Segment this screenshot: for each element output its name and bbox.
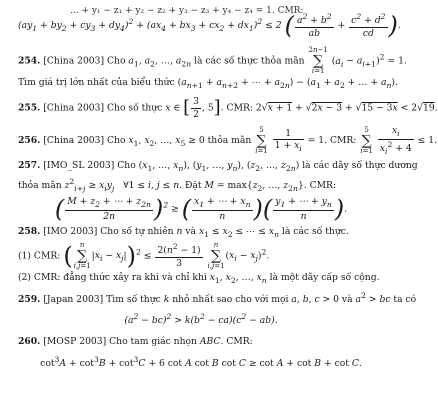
problem-257-line2: thỏa mãn $z^2_{i+j} \ge x_iy_j$ ∀1 ≤ i, j ≤ n. Đặt $M = \max\{z_2$, …, $z_{2n}$}. CMR: xyxy=(18,176,337,193)
problem-number: 258. xyxy=(18,226,41,238)
top-equation: $(ay_1 + by_2 + cy_3 + dy_4)^2 + (ax_4 + bx_3 + cx_2 + dx_1)^2 \le 2$ ( $\frac{a^2 + b^2}{ab}$ + $\frac{c^2 + d^2}{cd}$ ). xyxy=(18,11,401,40)
problem-number: 260. xyxy=(18,336,41,348)
problem-255: 255. [China 2003] Cho số thực x ∈ [ $\frac{3}{2}$ , 5]. CMR: 2√x + 1 + √2x − 3 + √15 − 3x < 2√19. xyxy=(18,96,438,120)
problem-259-equation: $(a^2 - bc)^2 > k(b^2 - ca)(c^2 - ab)$. xyxy=(124,311,278,326)
problem-258-part2: (2) CMR: đẳng thức xảy ra khi và chỉ khi $x_1$, $x_2$, …, $x_n$ là một dãy cấp số cộng. xyxy=(18,271,380,285)
problem-254: 254. [China 2003] Cho $a_1$, $a_2$, …, $a_{2n}$ là các số thực thỏa mãn 2n−1 ∑ i=1 $(a_i - a_{i+1})^2 = 1$. xyxy=(18,46,407,76)
problem-number: 257. xyxy=(18,160,41,172)
problem-260: 260. [MOSP 2003] Cho tam giác nhọn ABC. CMR: xyxy=(18,336,253,348)
problem-258-part1: (1) CMR: ( n ∑ $i,j=1|x_i - x_j|)^2$ ≤ $\frac{2(n^2 - 1)}{3}$ n ∑ $i,j=1(x_i - x_j)^2$. xyxy=(18,240,270,270)
problem-259: 259. [Japan 2003] Tìm số thực k nhỏ nhất sao cho với mọi a, b, c > 0 và $a^2$ > bc ta có xyxy=(18,290,417,305)
document-page xyxy=(0,6,438,412)
problem-source: [IMO_SL 2003] xyxy=(43,160,115,172)
problem-source: [China 2003] xyxy=(43,135,105,147)
problem-number: 255. xyxy=(18,102,41,114)
problem-number: 254. xyxy=(18,55,41,67)
problem-258: 258. [IMO 2003] Cho số tự nhiên n và $x_1 \le x_2$ ≤ ⋯ ≤ $x_n$ là các số thực. xyxy=(18,226,349,239)
cut-off-line: ... + y₁ − z₁ + y₂ − z₂ + y₃ − z₃ + y₄ − z₄ = 1. CMR: xyxy=(70,6,304,16)
problem-source: [China 2003] xyxy=(43,55,105,67)
problem-source: [IMO 2003] xyxy=(43,226,98,238)
problem-number: 256. xyxy=(18,135,41,147)
problem-source: [China 2003] xyxy=(43,102,105,114)
part-label: (1) CMR: xyxy=(18,250,61,262)
problem-source: [Japan 2003] xyxy=(43,294,104,305)
problem-256: 256. [China 2003] Cho $x_1$, $x_2$, …, $x_5 \ge 0$ thỏa mãn 5 ∑ i=1 $\frac{1}{1 + x_i}$ = 1. CMR: 5 ∑ i=1 $\frac{x_i}{x_i^2 + 4}$ ≤ 1. xyxy=(18,125,438,156)
problem-257-equation: ( $\frac{M + z_2 + \cdots + z_{2n}}{2n}$ )$^2$ ≥ ( $\frac{x_1 + \cdots + x_n}{n}$ )( $\frac{y_1 + \cdots + y_n}{n}$ ). xyxy=(54,195,348,224)
problem-number: 259. xyxy=(18,294,41,305)
problem-260-equation: $\cot^3A + \cot^3B + \cot^3C + 6$ cot A cot B cot C ≥ cot A + cot B + cot C. xyxy=(40,354,362,369)
problem-254-line2: Tìm giá trị lớn nhất của biểu thức ($a_{n+1} + a_{n+2}$ + ⋯ + $a_{2n}) - (a_1 + a_2$ + … + $a_n$). xyxy=(18,77,398,90)
problem-257: 257. [IMO_SL 2003] Cho ($x_1$, …, $x_n$), ($y_1$, …, $y_n$), ($z_2$, …, $z_{2n}$) là các dãy số thực dương xyxy=(18,160,418,174)
problem-source: [MOSP 2003] xyxy=(43,336,107,348)
